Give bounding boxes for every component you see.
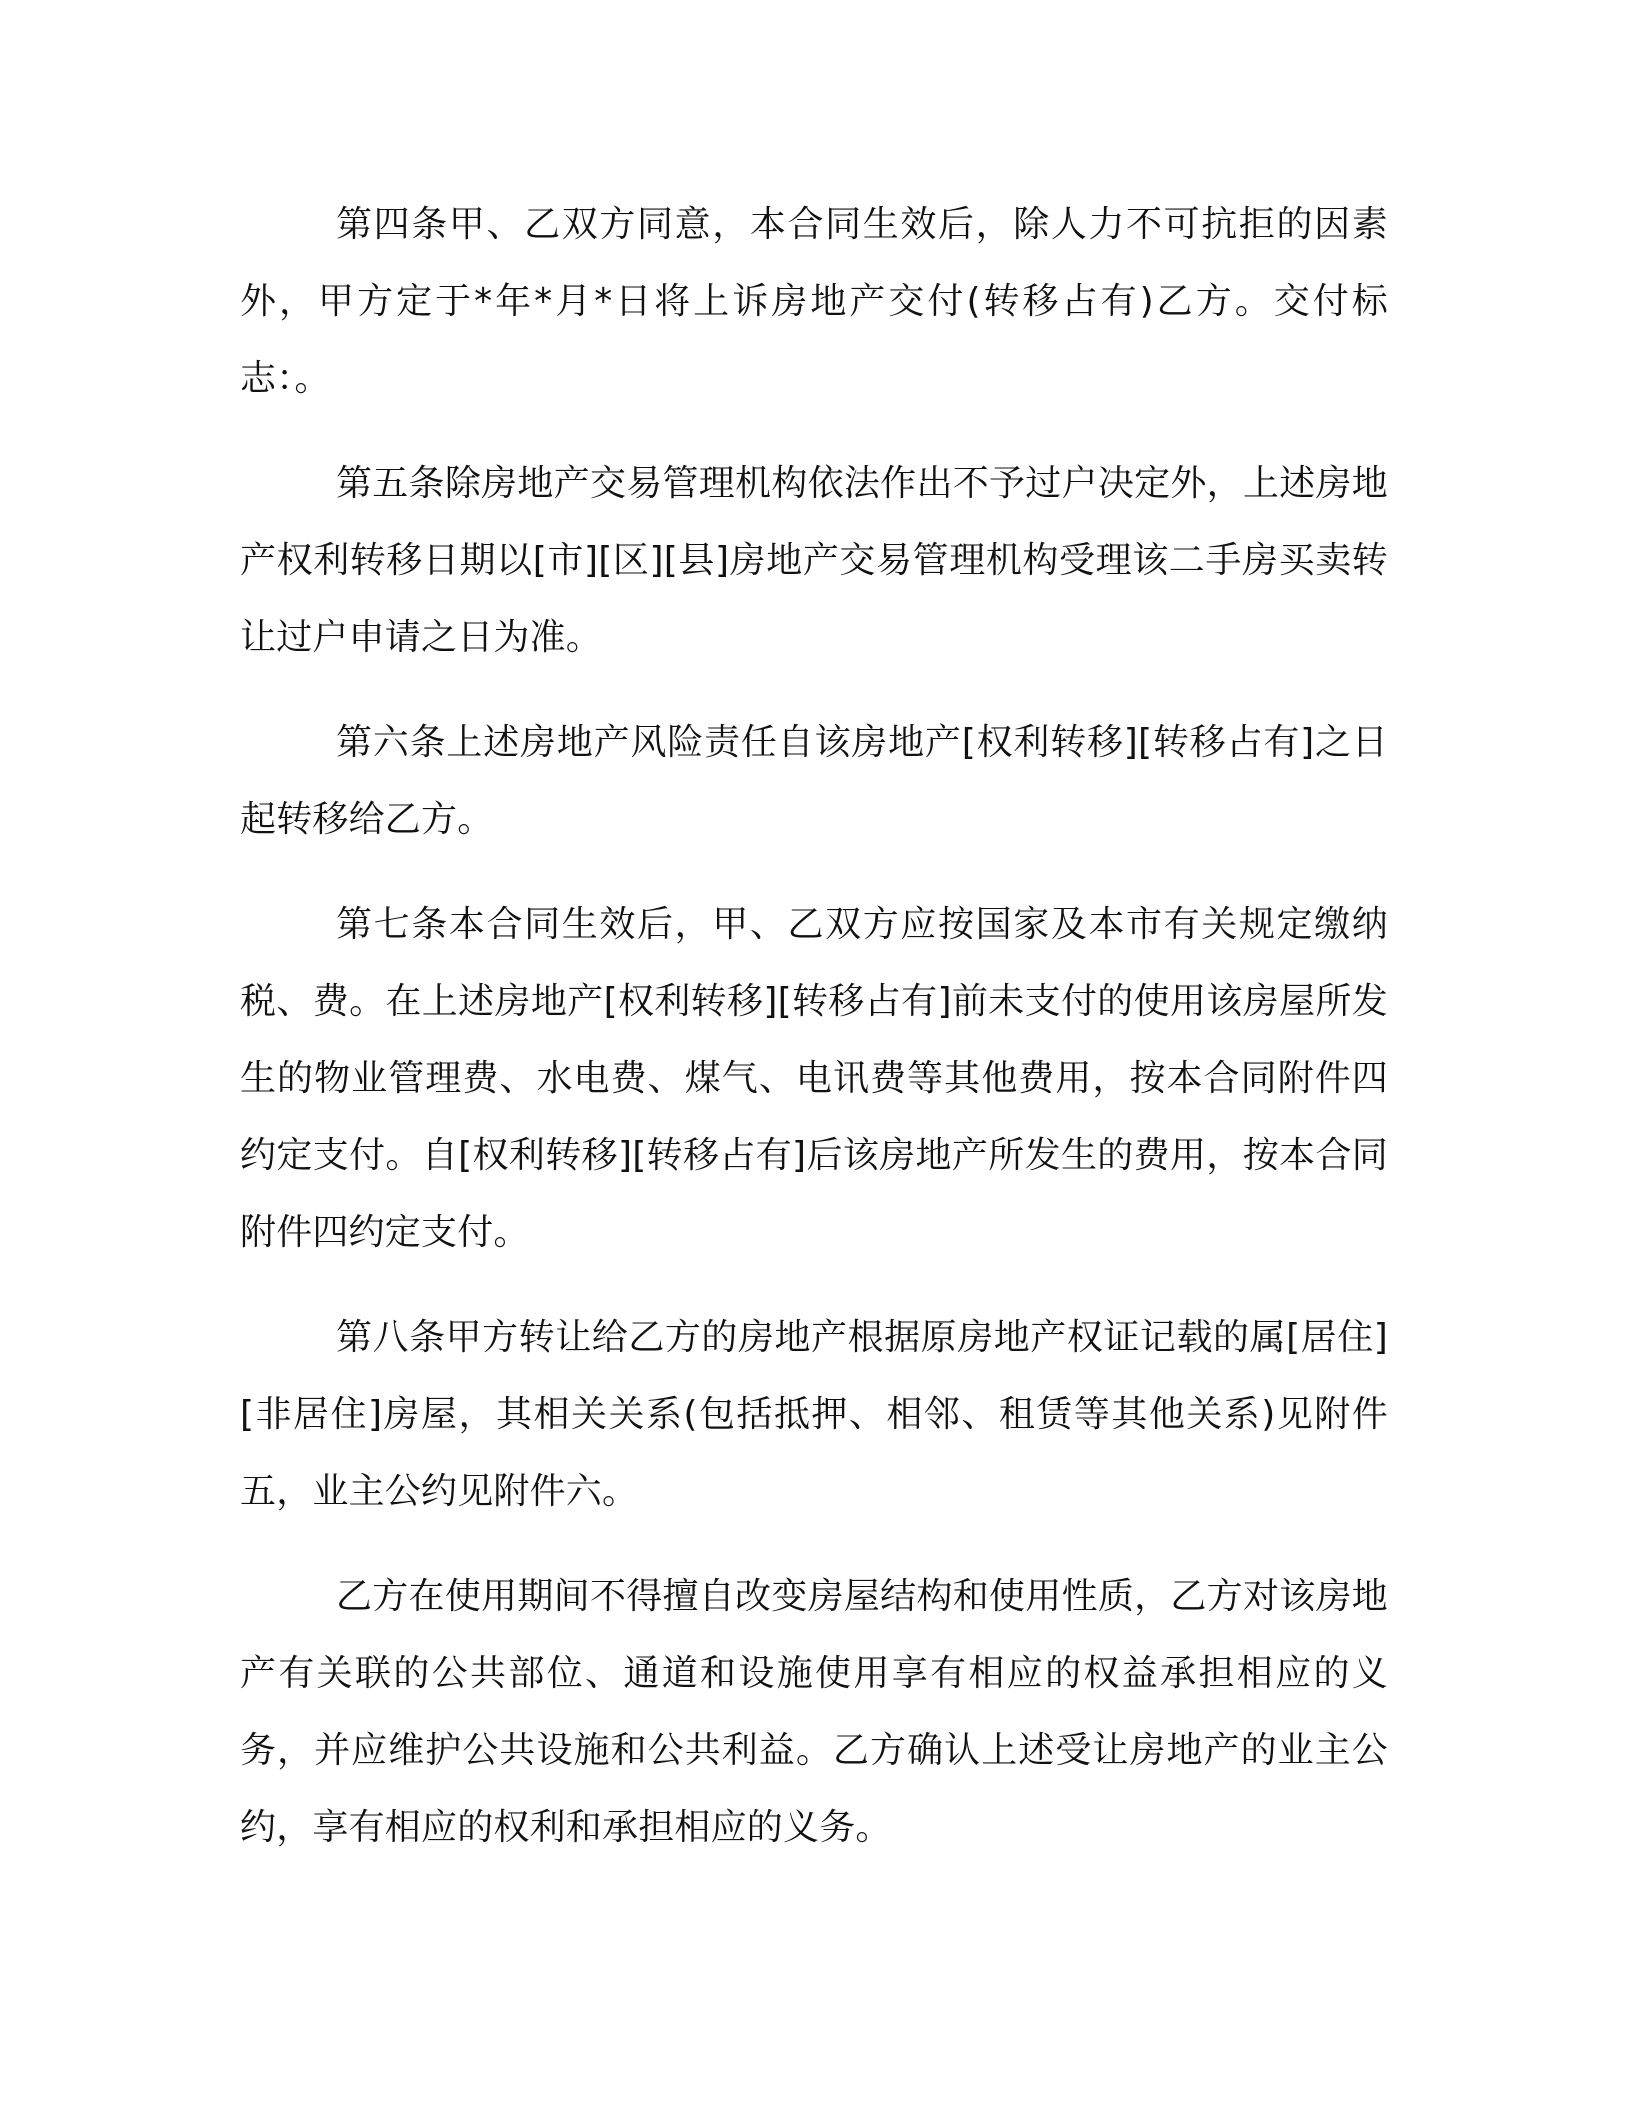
article-5-paragraph: 第五条除房地产交易管理机构依法作出不予过户决定外，上述房地产权利转移日期以[市][区][县]房地产交易管理机构受理该二手房买卖转让过户申请之日为准。: [240, 463, 1388, 658]
article-7-paragraph: 第七条本合同生效后，甲、乙双方应按国家及本市有关规定缴纳税、费。在上述房地产[权利转移][转移占有]前未支付的使用该房屋所发生的物业管理费、水电费、煤气、电讯费等其他费用，按本合同附件四约定支付。自[权利转移][转移占有]后该房地产所发生的费用，按本合同附件四约定支付。: [240, 904, 1388, 1253]
article-8-paragraph: 第八条甲方转让给乙方的房地产根据原房地产权证记载的属[居住][非居住]房屋，其相关关系(包括抵押、相邻、租赁等其他关系)见附件五，业主公约见附件六。: [240, 1317, 1388, 1512]
document-body: [240, 186, 1388, 1894]
article-4-paragraph: 第四条甲、乙双方同意，本合同生效后，除人力不可抗拒的因素外，甲方定于*年*月*日将上诉房地产交付(转移占有)乙方。交付标志：。: [240, 204, 1388, 399]
party-b-obligations-paragraph: 乙方在使用期间不得擅自改变房屋结构和使用性质，乙方对该房地产有关联的公共部位、通道和设施使用享有相应的权益承担相应的义务，并应维护公共设施和公共利益。乙方确认上述受让房地产的业主公约，享有相应的权利和承担相应的义务。: [240, 1576, 1388, 1848]
article-6-paragraph: 第六条上述房地产风险责任自该房地产[权利转移][转移占有]之日起转移给乙方。: [240, 722, 1388, 840]
